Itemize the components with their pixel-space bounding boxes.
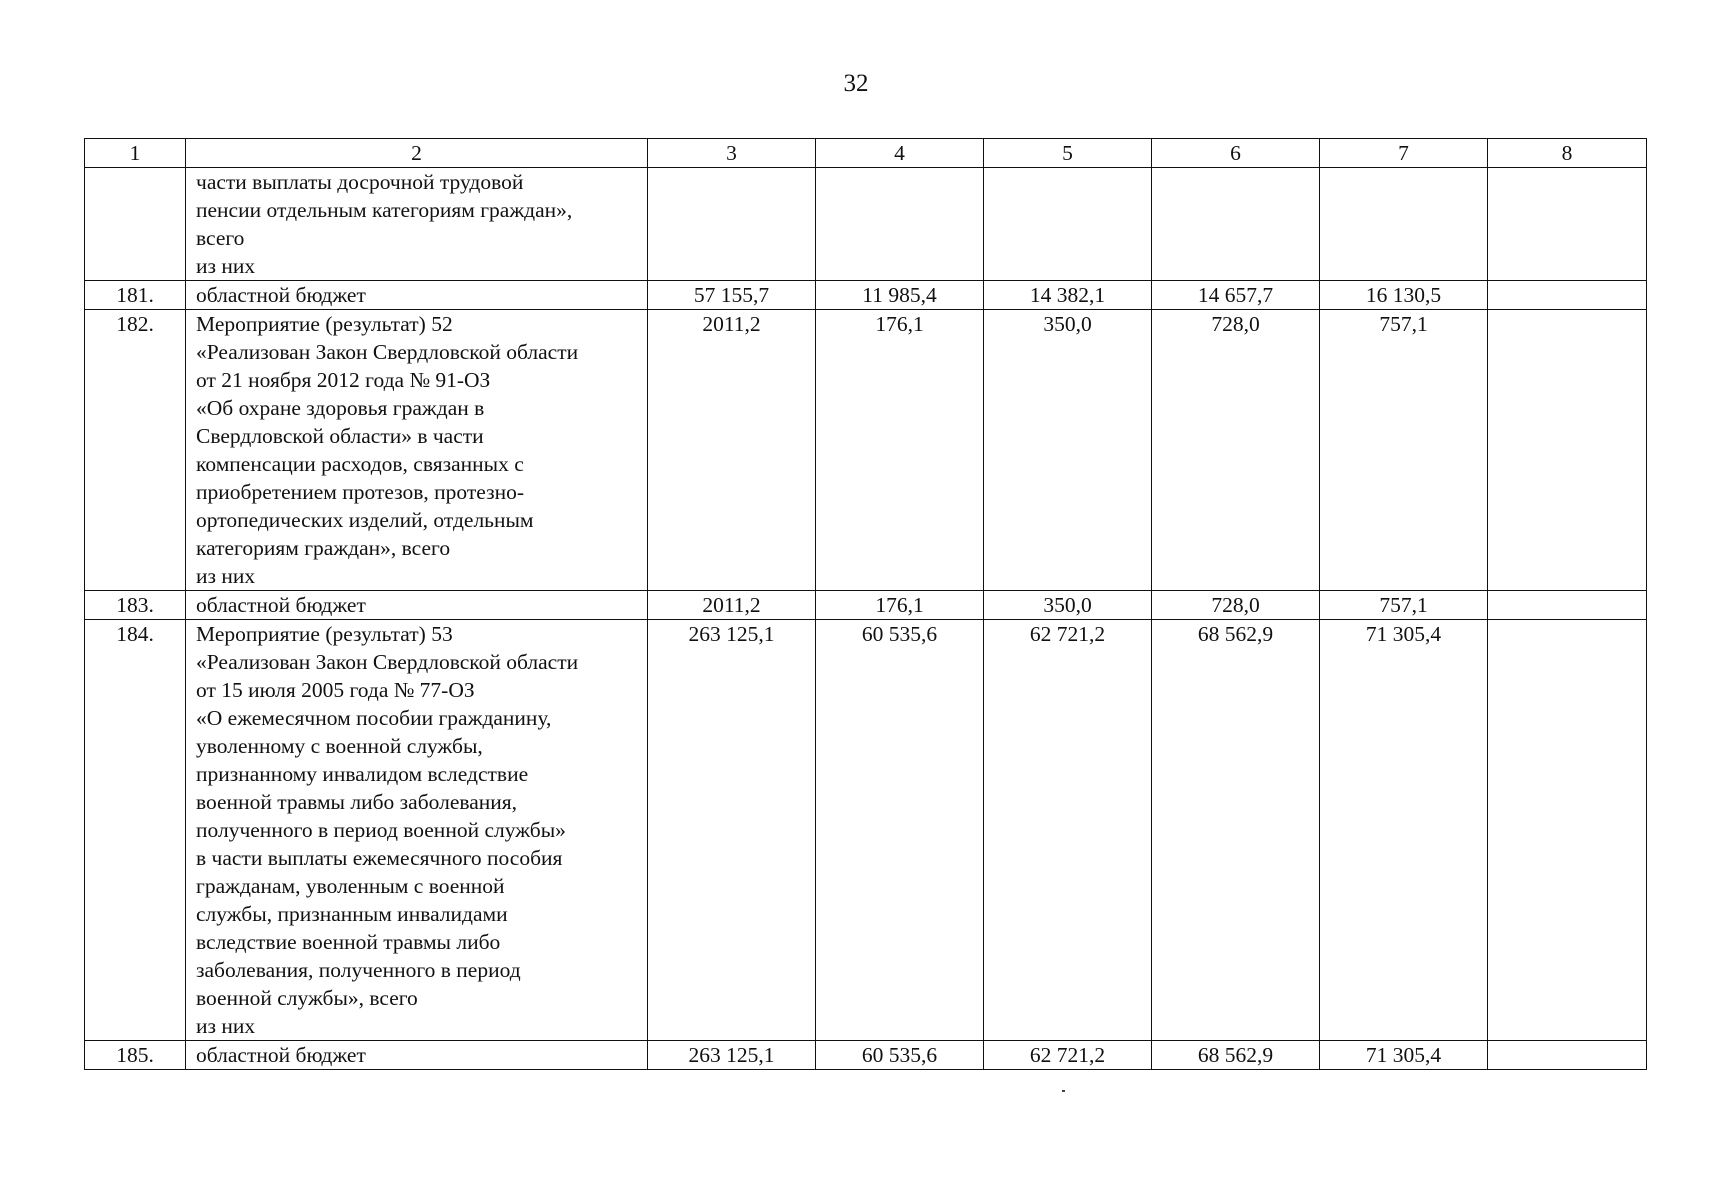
header-cell: 5 <box>984 139 1152 168</box>
value-cell: 263 125,1 <box>648 620 816 1041</box>
header-cell: 7 <box>1320 139 1488 168</box>
table-row <box>85 168 1647 281</box>
value-cell: 263 125,1 <box>648 1041 816 1070</box>
table-row <box>85 1041 1647 1070</box>
budget-table <box>84 138 1647 1070</box>
value-cell: 62 721,2 <box>984 620 1152 1041</box>
value-cell: 71 305,4 <box>1320 620 1488 1041</box>
row-number: 185. <box>85 1041 186 1070</box>
row-number: 181. <box>85 281 186 310</box>
header-cell: 8 <box>1488 139 1647 168</box>
value-cell: 728,0 <box>1152 591 1320 620</box>
value-cell <box>1488 281 1647 310</box>
row-number: 182. <box>85 310 186 591</box>
value-cell: 16 130,5 <box>1320 281 1488 310</box>
header-cell: 4 <box>816 139 984 168</box>
value-cell <box>1488 620 1647 1041</box>
value-cell: 176,1 <box>816 591 984 620</box>
value-cell: 60 535,6 <box>816 620 984 1041</box>
value-cell <box>1488 591 1647 620</box>
value-cell: 757,1 <box>1320 591 1488 620</box>
header-row <box>85 139 1647 168</box>
value-cell <box>1488 310 1647 591</box>
value-cell: 62 721,2 <box>984 1041 1152 1070</box>
value-cell: 176,1 <box>816 310 984 591</box>
row-description: Мероприятие (результат) 52 «Реализован Закон Свердловской области от 21 ноября 2012 года № 91-ОЗ «Об охране здоровья граждан в Свердловской области» в части компенсации расходов, связанных с приобретением протезов, протезно- ортопедических изделий, отдельным категориям граждан», всего из них <box>186 310 648 591</box>
value-cell: 60 535,6 <box>816 1041 984 1070</box>
value-cell <box>1488 168 1647 281</box>
table-row <box>85 591 1647 620</box>
value-cell <box>1152 168 1320 281</box>
header-cell: 6 <box>1152 139 1320 168</box>
value-cell <box>648 168 816 281</box>
row-number: 184. <box>85 620 186 1041</box>
scan-speck <box>1062 1090 1065 1092</box>
value-cell <box>1488 1041 1647 1070</box>
header-cell: 3 <box>648 139 816 168</box>
value-cell: 57 155,7 <box>648 281 816 310</box>
value-cell: 11 985,4 <box>816 281 984 310</box>
row-description: областной бюджет <box>186 591 648 620</box>
value-cell: 2011,2 <box>648 310 816 591</box>
value-cell: 68 562,9 <box>1152 620 1320 1041</box>
value-cell: 14 382,1 <box>984 281 1152 310</box>
value-cell: 757,1 <box>1320 310 1488 591</box>
page-number: 32 <box>843 70 869 97</box>
value-cell: 350,0 <box>984 591 1152 620</box>
value-cell: 71 305,4 <box>1320 1041 1488 1070</box>
value-cell <box>816 168 984 281</box>
header-cell: 1 <box>85 139 186 168</box>
value-cell <box>984 168 1152 281</box>
table-row <box>85 281 1647 310</box>
row-description: части выплаты досрочной трудовой пенсии отдельным категориям граждан», всего из них <box>186 168 648 281</box>
value-cell: 728,0 <box>1152 310 1320 591</box>
row-number <box>85 168 186 281</box>
header-cell: 2 <box>186 139 648 168</box>
value-cell: 68 562,9 <box>1152 1041 1320 1070</box>
value-cell: 2011,2 <box>648 591 816 620</box>
row-number: 183. <box>85 591 186 620</box>
row-description: областной бюджет <box>186 281 648 310</box>
row-description: Мероприятие (результат) 53 «Реализован Закон Свердловской области от 15 июля 2005 года № 77-ОЗ «О ежемесячном пособии гражданину, уволенному с военной службы, признанному инвалидом вследствие военной травмы либо заболевания, полученного в период военной службы» в части выплаты ежемесячного пособия гражданам, уволенным с военной службы, признанным инвалидами вследствие военной травмы либо заболевания, полученного в период военной службы», всего из них <box>186 620 648 1041</box>
value-cell <box>1320 168 1488 281</box>
row-description: областной бюджет <box>186 1041 648 1070</box>
table-row <box>85 310 1647 591</box>
table-row <box>85 620 1647 1041</box>
value-cell: 14 657,7 <box>1152 281 1320 310</box>
value-cell: 350,0 <box>984 310 1152 591</box>
